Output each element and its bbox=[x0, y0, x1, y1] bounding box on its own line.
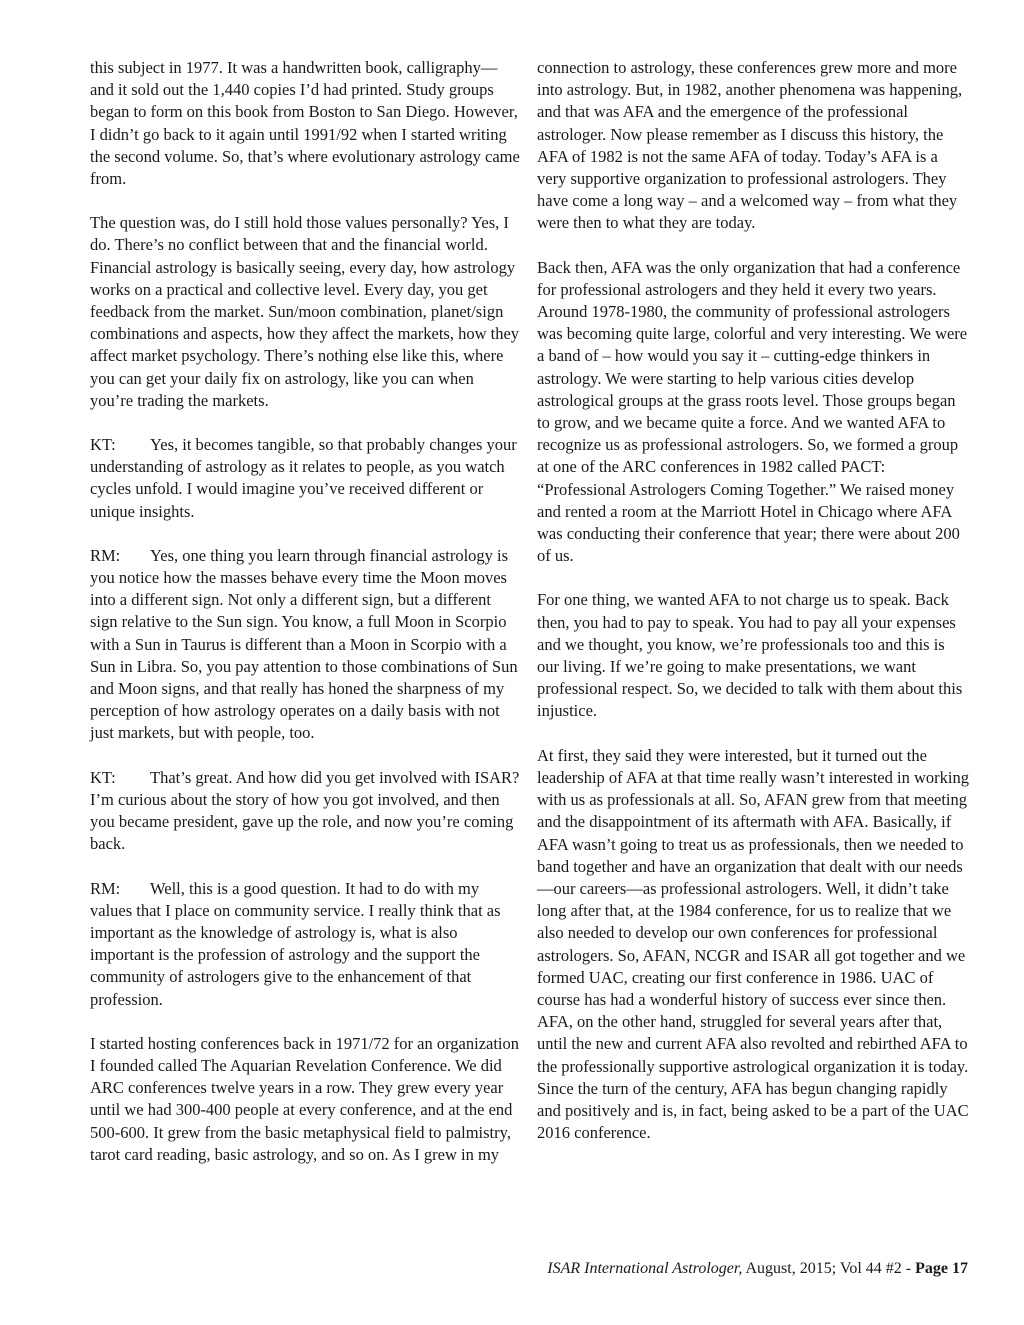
paragraph: At first, they said they were interested, but it turned out the leadership of AFA at that time really wasn’t interested in working with us as professionals at all. So, AFAN grew from that meeting and the disappointment of its aftermath with AFA. Basically, if AFA wasn’t going to treat us as professionals, then we needed to band together and have an organization that dealt with our needs—our careers—as professional astrologers. Well, it didn’t take long after that, at the 1984 conference, for us to realize that we also needed to develop our own conferences for professional astrologers. So, AFAN, NCGR and ISAR all got together and we formed UAC, creating our first conference in 1986. UAC of course has had a wonderful history of success ever since then. AFA, on the other hand, struggled for several years after that, until the new and current AFA also revolted and rebirthed AFA to the professionally supportive astrological organization it is today. Since the turn of the century, AFA has begun changing rapidly and positively and is, in fact, being asked to be a part of the UAC 2016 conference. bbox=[537, 745, 974, 1143]
speaker-label: KT: bbox=[90, 767, 116, 787]
paragraph bbox=[90, 545, 520, 745]
paragraph bbox=[90, 767, 524, 856]
speaker-label: RM: bbox=[90, 545, 121, 565]
paragraph bbox=[90, 878, 520, 1011]
paragraph: Back then, AFA was the only organization that had a conference for professional astrologers and they held it every two years. Around 1978-1980, the community of professional astrologers was becoming quite large, colorful and very interesting. We were a band of – how would you say it – cutting-edge thinkers in astrology. We were starting to help various cities develop astrological groups at the grass roots level. Those groups began to grow, and we became quite a force. And we wanted AFA to recognize us as professional astrologers. So, we formed a group at one of the ARC conferences in 1982 called PACT: “Professional Astrologers Coming Together.” We raised money and rented a room at the Marriott Hotel in Chicago where AFA was conducting their conference that year; there were about 200 of us. bbox=[537, 257, 972, 566]
paragraph bbox=[90, 434, 520, 523]
paragraph: this subject in 1977. It was a handwritten book, calligraphy—and it sold out the 1,440 copies I’d had printed. Study groups began to form on this book from Boston to San Diego. However, I didn’t go back to it again until 1991/92 when I started writing the second volume. So, that’s where evolutionary astrology came from. bbox=[90, 58, 524, 189]
speaker-label: RM: bbox=[90, 878, 121, 898]
right-column bbox=[537, 57, 974, 1166]
paragraph: For one thing, we wanted AFA to not charge us to speak. Back then, you had to pay to speak. You had to pay all your expenses and we thought, you know, we’re professionals too and this is our living. If we’re going to make presentations, we want professional respect. So, we decided to talk with them about this injustice. bbox=[537, 590, 967, 721]
paragraph: I started hosting conferences back in 1971/72 for an organization I founded called The Aquarian Revelation Conference. We did ARC conferences twelve years in a row. They grew every year until we had 300-400 people at every conference, and at the end 500-600. It grew from the basic metaphysical field to palmistry, tarot card reading, basic astrology, and so on. As I grew in my bbox=[90, 1033, 524, 1164]
paragraph: The question was, do I still hold those values personally? Yes, I do. There’s no conflict between that and the financial world. Financial astrology is basically seeing, every day, how astrology works on a practical and collective level. Every day, you get feedback from the market. Sun/moon combination, planet/sign combinations and aspects, how they affect the markets, how they affect market psychology. There’s nothing else like this, where you can get your daily fix on astrology, like you can when you’re trading the markets. bbox=[90, 213, 524, 410]
issue-info: August, 2015; Vol 44 #2 - bbox=[742, 1260, 916, 1277]
speaker-text: That’s great. And how did you get involved with ISAR? I’m curious about the story of how you got involved, and then you became president, gave up the role, and now you’re coming back. bbox=[90, 767, 524, 854]
speaker-label: KT: bbox=[90, 435, 116, 455]
speaker-text: Yes, one thing you learn through financial astrology is you notice how the masses behave every time the Moon moves into a different sign. Not only a different sign, but a different sign relative to the Sun sign. You know, a full Moon in Scorpio with a Sun in Taurus is different than a Moon in Scorpio with a Sun in Libra. So, you pay attention to those combinations of Sun and Moon signs, and that really has honed the sharpness of my perception of how astrology operates on a daily basis with not just markets, but with people, too. bbox=[90, 545, 522, 743]
paragraph: connection to astrology, these conferences grew more and more into astrology. But, in 1982, another phenomena was happening, and that was AFA and the emergence of the professional astrologer. Now please remember as I discuss this history, the AFA of 1982 is not the same AFA of today. Today’s AFA is a very supportive organization to professional astrologers. They have come a long way – and a welcomed way – from what they were then to what they are today. bbox=[537, 58, 967, 233]
speaker-text: Yes, it becomes tangible, so that probably changes your understanding of astrology as it relates to people, as you watch cycles unfold. I would imagine you’ve received different or unique insights. bbox=[90, 435, 521, 521]
page-number: Page 17 bbox=[915, 1260, 968, 1277]
left-column bbox=[90, 57, 524, 1188]
speaker-text: Well, this is a good question. It had to do with my values that I place on community service. I really think that as important as the knowledge of astrology is, what is also important is the profession of astrology and the support the community of astrologers give to the enhancement of that profession. bbox=[90, 878, 505, 1009]
page-footer bbox=[547, 1260, 968, 1278]
publication-name: ISAR International Astrologer, bbox=[547, 1260, 743, 1277]
